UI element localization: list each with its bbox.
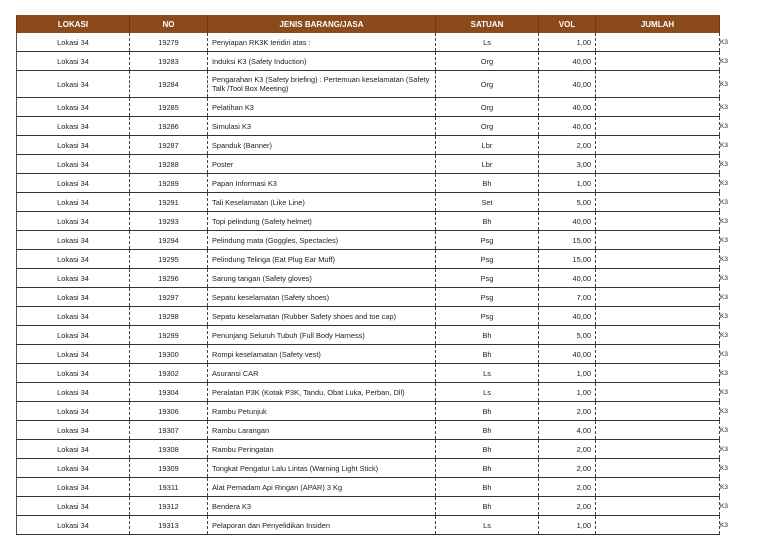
cell-vol[interactable]: 15,00 [539,231,596,250]
table-row [17,288,720,307]
cell-jenis[interactable]: Sepatu keselamatan (Safety shoes) [208,288,436,307]
cell-vol[interactable]: 2,00 [539,478,596,497]
table-row [17,231,720,250]
cell-lokasi[interactable]: Lokasi 34 [17,326,130,345]
cell-satuan[interactable]: Org [436,71,539,98]
cell-vol[interactable]: 15,00 [539,250,596,269]
cell-no[interactable]: 19300 [130,345,208,364]
cell-vol[interactable]: 40,00 [539,212,596,231]
cell-satuan[interactable]: Bh [436,402,539,421]
cell-jenis[interactable]: Poster [208,155,436,174]
cell-satuan[interactable]: Org [436,117,539,136]
cell-satuan[interactable]: Org [436,98,539,117]
side-label-k3: K3 [720,293,728,301]
side-label-k3: K3 [720,274,728,282]
cell-jumlah[interactable] [596,478,720,497]
cell-no[interactable]: 19294 [130,231,208,250]
side-label-k3: K3 [720,502,728,510]
cell-jumlah[interactable] [596,155,720,174]
cell-jumlah[interactable] [596,174,720,193]
cell-jumlah[interactable] [596,98,720,117]
side-label-k3: K3 [720,198,728,206]
table-row [17,478,720,497]
cell-satuan[interactable]: Ls [436,33,539,52]
side-label-k3: K3 [720,179,728,187]
table-row [17,497,720,516]
cell-jenis[interactable]: Sarung tangan (Safety gloves) [208,269,436,288]
table-row [17,212,720,231]
header-satuan[interactable]: SATUAN [436,15,539,33]
cell-jumlah[interactable] [596,345,720,364]
cell-lokasi[interactable]: Lokasi 34 [17,136,130,155]
cell-jumlah[interactable] [596,269,720,288]
cell-vol[interactable]: 40,00 [539,269,596,288]
cell-no[interactable]: 19279 [130,33,208,52]
cell-satuan[interactable]: Psg [436,269,539,288]
table-row [17,307,720,326]
cell-vol[interactable]: 40,00 [539,307,596,326]
cell-jenis[interactable]: Induksi K3 (Safety Induction) [208,52,436,71]
cell-jenis[interactable]: Tali Keselamatan (Like Line) [208,193,436,212]
table-row [17,383,720,402]
side-label-k3: K3 [720,57,728,65]
cell-satuan[interactable]: Bh [436,174,539,193]
side-label-k3: K3 [720,236,728,244]
table-row [17,155,720,174]
cell-lokasi[interactable]: Lokasi 34 [17,193,130,212]
cell-no[interactable]: 19307 [130,421,208,440]
cell-satuan[interactable]: Bh [436,478,539,497]
cell-lokasi[interactable]: Lokasi 34 [17,364,130,383]
cell-jumlah[interactable] [596,364,720,383]
cell-jenis[interactable]: Peralatan P3K (Kotak P3K, Tandu, Obat Luka, Perban, Dll) [208,383,436,402]
cell-satuan[interactable]: Psg [436,250,539,269]
table-row [17,269,720,288]
cell-satuan[interactable]: Set [436,193,539,212]
cell-jumlah[interactable] [596,52,720,71]
cell-satuan[interactable]: Bh [436,212,539,231]
cell-satuan[interactable]: Ls [436,516,539,535]
table-row [17,52,720,71]
cell-satuan[interactable]: Lbr [436,136,539,155]
cell-vol[interactable]: 1,00 [539,364,596,383]
header-no[interactable]: NO [130,15,208,33]
header-lokasi[interactable]: LOKASI [17,15,130,33]
table-row [17,174,720,193]
side-label-k3: K3 [720,350,728,358]
cell-no[interactable]: 19296 [130,269,208,288]
cell-satuan[interactable]: Psg [436,288,539,307]
cell-vol[interactable]: 3,00 [539,155,596,174]
cell-jenis[interactable]: Sepatu keselamatan (Rubber Safety shoes and toe cap) [208,307,436,326]
cell-jenis[interactable]: Penyiapan RK3K teridiri atas : [208,33,436,52]
cell-vol[interactable]: 1,00 [539,383,596,402]
side-label-k3: K3 [720,103,728,111]
cell-no[interactable]: 19285 [130,98,208,117]
cell-jenis[interactable]: Bendera K3 [208,497,436,516]
cell-vol[interactable]: 2,00 [539,440,596,459]
cell-satuan[interactable]: Bh [436,326,539,345]
cell-jumlah[interactable] [596,497,720,516]
cell-no[interactable]: 19283 [130,52,208,71]
cell-no[interactable]: 19311 [130,478,208,497]
side-label-k3: K3 [720,312,728,320]
cell-vol[interactable]: 7,00 [539,288,596,307]
cell-satuan[interactable]: Bh [436,421,539,440]
cell-jenis[interactable]: Papan Informasi K3 [208,174,436,193]
cell-lokasi[interactable]: Lokasi 34 [17,459,130,478]
side-label-k3: K3 [720,388,728,396]
cell-lokasi[interactable]: Lokasi 34 [17,212,130,231]
side-label-k3: K3 [720,331,728,339]
cell-no[interactable]: 19299 [130,326,208,345]
side-label-k3: K3 [720,255,728,263]
cell-satuan[interactable]: Psg [436,307,539,326]
cell-jumlah[interactable] [596,307,720,326]
cell-jenis[interactable]: Pelindung mata (Goggles, Spectacles) [208,231,436,250]
cell-no[interactable]: 19291 [130,193,208,212]
cell-vol[interactable]: 40,00 [539,117,596,136]
side-label-k3: K3 [720,369,728,377]
cell-no[interactable]: 19313 [130,516,208,535]
table-row [17,136,720,155]
cell-lokasi[interactable]: Lokasi 34 [17,269,130,288]
side-label-k3: K3 [720,426,728,434]
table-row [17,516,720,535]
cell-no[interactable]: 19308 [130,440,208,459]
cell-no[interactable]: 19288 [130,155,208,174]
cell-lokasi[interactable]: Lokasi 34 [17,345,130,364]
cell-vol[interactable]: 5,00 [539,326,596,345]
cell-no[interactable]: 19289 [130,174,208,193]
cell-vol[interactable]: 2,00 [539,497,596,516]
table-row [17,364,720,383]
cell-jenis[interactable]: Topi pelindung (Safety helmet) [208,212,436,231]
cell-jenis[interactable]: Alat Pemadam Api Ringan (APAR) 3 Kg [208,478,436,497]
cell-jenis[interactable]: Simulasi K3 [208,117,436,136]
cell-lokasi[interactable]: Lokasi 34 [17,402,130,421]
cell-vol[interactable]: 40,00 [539,98,596,117]
table-row [17,33,720,52]
cell-no[interactable]: 19309 [130,459,208,478]
side-label-k3: K3 [720,160,728,168]
cell-jumlah[interactable] [596,440,720,459]
cell-lokasi[interactable]: Lokasi 34 [17,288,130,307]
cell-vol[interactable]: 1,00 [539,33,596,52]
side-label-k3: K3 [720,141,728,149]
cell-satuan[interactable]: Bh [436,459,539,478]
cell-jenis[interactable]: Pelatihan K3 [208,98,436,117]
cell-jumlah[interactable] [596,71,720,98]
cell-lokasi[interactable]: Lokasi 34 [17,231,130,250]
cell-jumlah[interactable] [596,212,720,231]
cell-satuan[interactable]: Org [436,52,539,71]
cell-no[interactable]: 19295 [130,250,208,269]
cell-no[interactable]: 19298 [130,307,208,326]
cell-jumlah[interactable] [596,516,720,535]
cell-lokasi[interactable]: Lokasi 34 [17,155,130,174]
cell-vol[interactable]: 2,00 [539,136,596,155]
table-row [17,193,720,212]
cell-jumlah[interactable] [596,459,720,478]
cell-vol[interactable]: 2,00 [539,402,596,421]
cell-jumlah[interactable] [596,288,720,307]
table-row [17,459,720,478]
cell-lokasi[interactable]: Lokasi 34 [17,478,130,497]
cell-vol[interactable]: 2,00 [539,459,596,478]
cell-no[interactable]: 19287 [130,136,208,155]
cell-jenis[interactable]: Pelaporan dan Penyelidikan Insiden [208,516,436,535]
cell-lokasi[interactable]: Lokasi 34 [17,421,130,440]
side-label-k3: K3 [720,407,728,415]
cell-no[interactable]: 19293 [130,212,208,231]
cell-no[interactable]: 19302 [130,364,208,383]
side-label-k3: K3 [720,445,728,453]
cell-lokasi[interactable]: Lokasi 34 [17,307,130,326]
cell-jenis[interactable]: Spanduk (Banner) [208,136,436,155]
table-row [17,117,720,136]
cell-satuan[interactable]: Bh [436,497,539,516]
cell-jumlah[interactable] [596,326,720,345]
table-row [17,98,720,117]
cell-vol[interactable]: 1,00 [539,516,596,535]
cell-no[interactable]: 19306 [130,402,208,421]
cell-jumlah[interactable] [596,117,720,136]
cell-vol[interactable]: 40,00 [539,71,596,98]
boq-table [16,15,720,535]
cell-jenis[interactable]: Tongkat Pengatur Lalu Lintas (Warning Light Stick) [208,459,436,478]
cell-lokasi[interactable]: Lokasi 34 [17,174,130,193]
table-row [17,326,720,345]
cell-no[interactable]: 19297 [130,288,208,307]
cell-lokasi[interactable]: Lokasi 34 [17,71,130,98]
cell-vol[interactable]: 40,00 [539,345,596,364]
cell-jumlah[interactable] [596,33,720,52]
cell-jenis[interactable]: Pengarahan K3 (Safety briefing) : Pertemuan keselamatan (Safety Talk /Tool Box Meeting) [208,71,436,98]
cell-satuan[interactable]: Ls [436,364,539,383]
cell-jenis[interactable]: Rambu Peringatan [208,440,436,459]
cell-vol[interactable]: 4,00 [539,421,596,440]
table-row [17,440,720,459]
cell-satuan[interactable]: Lbr [436,155,539,174]
side-label-k3: K3 [720,80,728,88]
cell-jenis[interactable]: Rambu Larangan [208,421,436,440]
table-row [17,345,720,364]
cell-jumlah[interactable] [596,231,720,250]
cell-satuan[interactable]: Bh [436,345,539,364]
side-label-k3: K3 [720,217,728,225]
cell-lokasi[interactable]: Lokasi 34 [17,497,130,516]
header-jumlah[interactable]: JUMLAH [596,15,720,33]
cell-vol[interactable]: 40,00 [539,52,596,71]
cell-jumlah[interactable] [596,402,720,421]
header-vol[interactable]: VOL [539,15,596,33]
cell-jumlah[interactable] [596,421,720,440]
side-label-k3: K3 [720,483,728,491]
cell-jenis[interactable]: Pelindung Telinga (Eat Plug Ear Muff) [208,250,436,269]
cell-vol[interactable]: 1,00 [539,174,596,193]
cell-satuan[interactable]: Ls [436,383,539,402]
cell-satuan[interactable]: Psg [436,231,539,250]
cell-lokasi[interactable]: Lokasi 34 [17,117,130,136]
cell-jumlah[interactable] [596,250,720,269]
header-jenis[interactable]: JENIS BARANG/JASA [208,15,436,33]
header-row [17,15,720,33]
cell-jumlah[interactable] [596,193,720,212]
table-row [17,250,720,269]
cell-jumlah[interactable] [596,136,720,155]
cell-jumlah[interactable] [596,383,720,402]
cell-jenis[interactable]: Rambu Petunjuk [208,402,436,421]
cell-jenis[interactable]: Rompi keselamatan (Safety vest) [208,345,436,364]
table-row [17,402,720,421]
cell-no[interactable]: 19304 [130,383,208,402]
cell-lokasi[interactable]: Lokasi 34 [17,52,130,71]
table-row [17,71,720,98]
cell-no[interactable]: 19284 [130,71,208,98]
cell-jenis[interactable]: Asuransi CAR [208,364,436,383]
side-label-k3: K3 [720,464,728,472]
cell-lokasi[interactable]: Lokasi 34 [17,516,130,535]
cell-lokasi[interactable]: Lokasi 34 [17,98,130,117]
cell-no[interactable]: 19312 [130,497,208,516]
cell-jenis[interactable]: Penunjang Seluruh Tubuh (Full Body Harness) [208,326,436,345]
cell-lokasi[interactable]: Lokasi 34 [17,33,130,52]
cell-lokasi[interactable]: Lokasi 34 [17,383,130,402]
cell-lokasi[interactable]: Lokasi 34 [17,250,130,269]
cell-vol[interactable]: 5,00 [539,193,596,212]
cell-satuan[interactable]: Bh [436,440,539,459]
side-label-k3: K3 [720,122,728,130]
side-label-k3: K3 [720,38,728,46]
table-row [17,421,720,440]
cell-lokasi[interactable]: Lokasi 34 [17,440,130,459]
cell-no[interactable]: 19286 [130,117,208,136]
side-label-k3: K3 [720,521,728,529]
